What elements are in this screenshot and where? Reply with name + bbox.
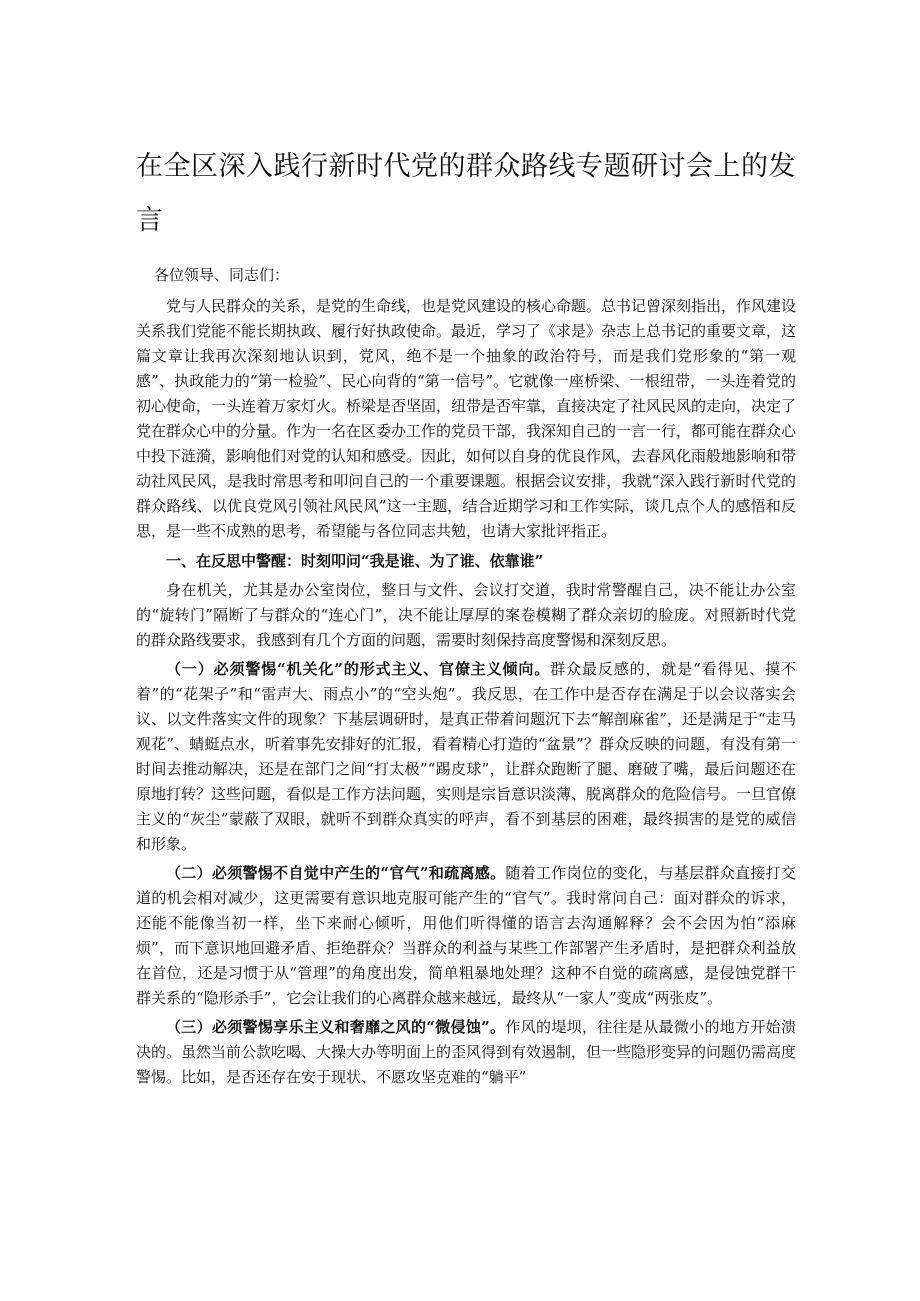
opening-paragraph: 党与人民群众的关系，是党的生命线，也是党风建设的核心命题。总书记曾深刻指出，作风建设关系我们党能不能长期执政、履行好执政使命。最近，学习了《求是》杂志上总书记的重要文章，这篇文章让我再次深刻地认识到，党风，绝不是一个抽象的政治符号，而是我们党形象的“第一观感”、执政能力的“第一检验”、民心向背的“第一信号”。它就像一座桥梁、一根纽带，一头连着党的初心使命，一头连着万家灯火。桥梁是否坚固，纽带是否牢靠，直接决定了社风民风的走向，决定了党在群众心中的分量。作为一名在区委办工作的党员干部，我深知自己的一言一行，都可能在群众心中投下涟漪，影响他们对党的认知和感受。因此，如何以自身的优良作风，去春风化雨般地影响和带动社风民风，是我时常思考和叩问自己的一个重要课题。根据会议安排，我就“深入践行新时代党的群众路线、以优良党风引领社风民风”这一主题，结合近期学习和工作实际，谈几点个人的感悟和反思，是一些不成熟的思考，希望能与各位同志共勉，也请大家批评指正。 [136,297,797,540]
subsection-lead: （一）必须警惕“机关化”的形式主义、官僚主义倾向。 [166,660,551,678]
document-title: 在全区深入践行新时代党的群众路线专题研讨会上的发言 [136,151,796,236]
section-intro-paragraph: 身在机关，尤其是办公室岗位，整日与文件、会议打交道，我时常警醒自己，决不能让办公室的“旋转门”隔断了与群众的“连心门”，决不能让厚厚的案卷模糊了群众亲切的脸庞。对照新时代党的群众路线要求，我感到有几个方面的问题，需要时刻保持高度警惕和深刻反思。 [136,581,796,649]
subsection-paragraph-1 [136,657,796,857]
subsection-lead: （三）必须警惕享乐主义和奢靡之风的“微侵蚀”。 [166,1018,506,1036]
section-heading-1: 一、在反思中警醒：时刻叩问“我是谁、为了谁、依靠谁” [166,552,544,570]
subsection-lead: （二）必须警惕不自觉中产生的“官气”和疏离感。 [166,864,506,882]
subsection-paragraph-3 [136,1015,796,1090]
subsection-paragraph-2 [136,861,796,1011]
subsection-body: 随着工作岗位的变化，与基层群众直接打交道的机会相对减少，这更需要有意识地克服可能产生的“官气”。我时常问自己：面对群众的诉求，还能不能像当初一样，坐下来耐心倾听，用他们听得懂的语言去沟通解释？会不会因为怕“添麻烦”，而下意识地回避矛盾、拒绝群众？当群众的利益与某些工作部署产生矛盾时，是把群众利益放在首位，还是习惯于从“管理”的角度出发，简单粗暴地处理？这种不自觉的疏离感，是侵蚀党群干群关系的“隐形杀手”，它会让我们的心离群众越来越远，最终从“一家人”变成“两张皮”。 [136,864,796,1007]
subsection-body: 作风的堤坝，往往是从最微小的地方开始溃决的。虽然当前公款吃喝、大操大办等明面上的歪风得到有效遏制，但一些隐形变异的问题仍需高度警惕。比如，是否还存在安于现状、不愿攻坚克难的“躺平” [136,1018,797,1086]
document-page [136,140,796,1094]
salutation: 各位领导、同志们： [154,266,290,284]
subsection-body: 群众最反感的，就是“看得见、摸不着”的“花架子”和“雷声大、雨点小”的“空头炮”。我反思，在工作中是否存在满足于以会议落实会议、以文件落实文件的现象？下基层调研时，是真正带着问题沉下去“解剖麻雀”，还是满足于“走马观花”、蜻蜓点水，听着事先安排好的汇报，看着精心打造的“盆景”？群众反映的问题，有没有第一时间去推动解决，还是在部门之间“打太极”“踢皮球”，让群众跑断了腿、磨破了嘴，最后问题还在原地打转？这些问题，看似是工作方法问题，实则是宗旨意识淡薄、脱离群众的危险信号。一旦官僚主义的“灰尘”蒙蔽了双眼，就听不到群众真实的呼声，看不到基层的困难，最终损害的是党的威信和形象。 [136,660,797,853]
